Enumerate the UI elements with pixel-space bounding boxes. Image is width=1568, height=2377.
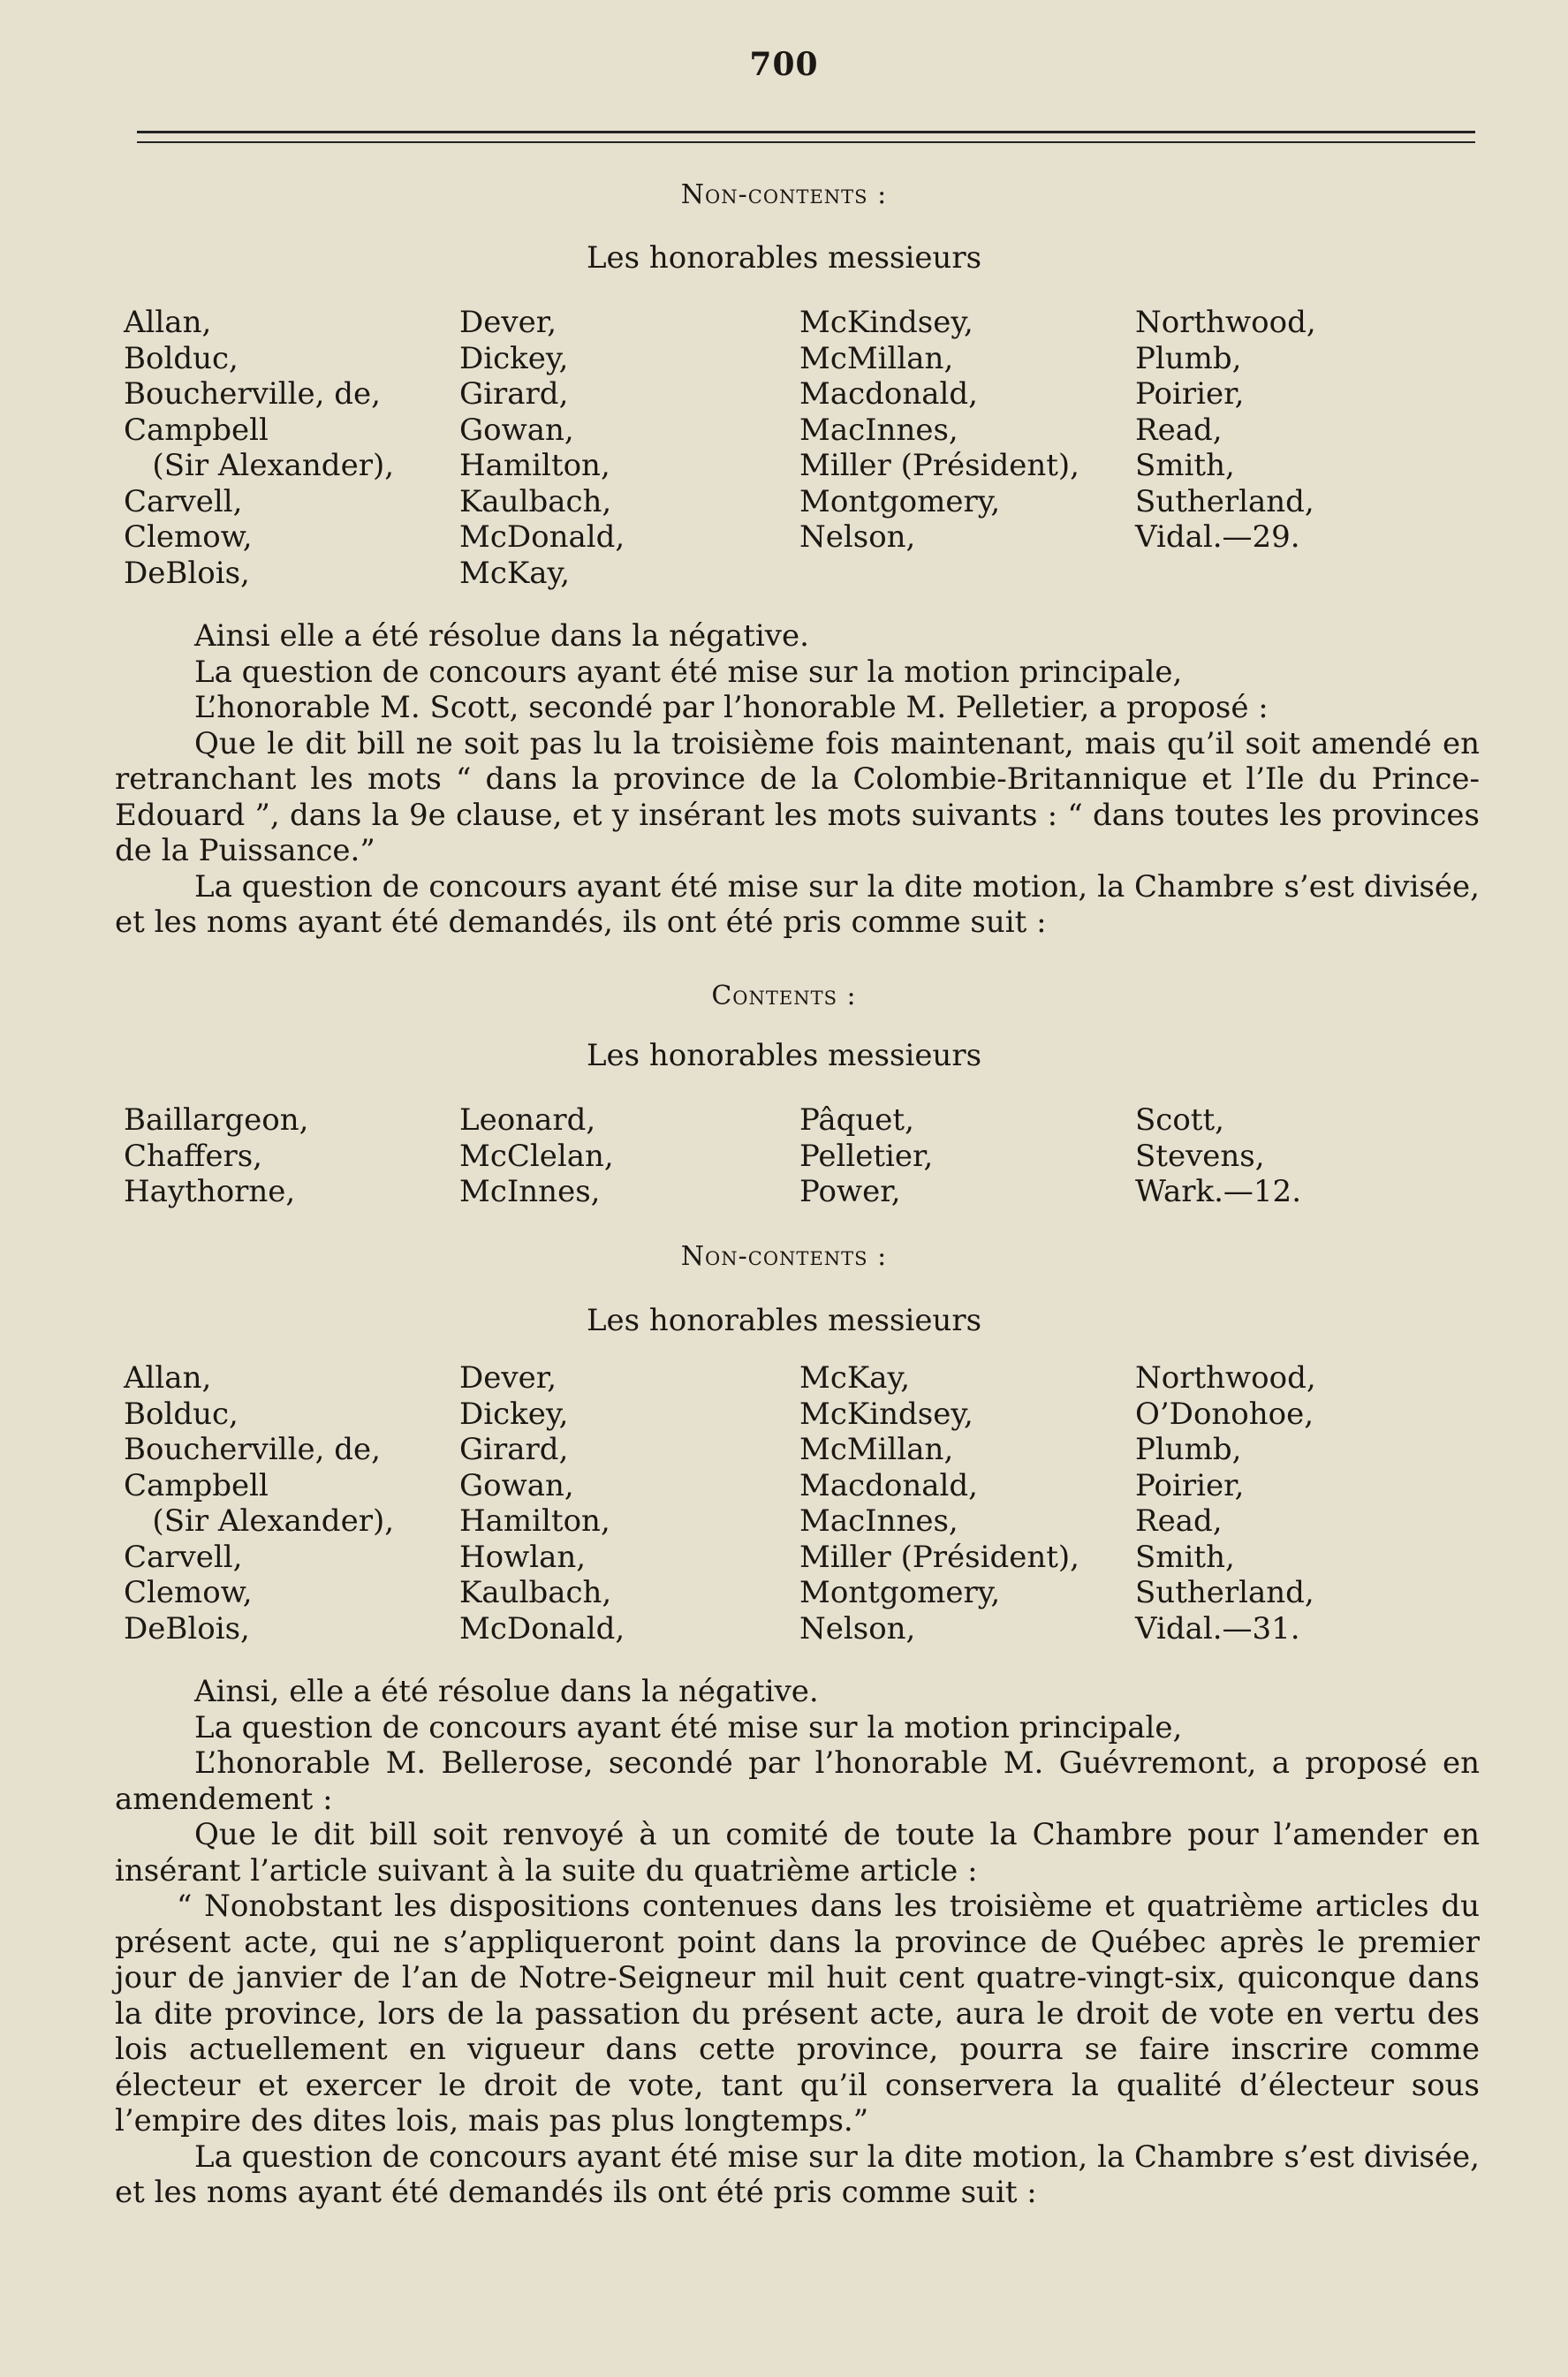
paragraph: La question de concours ayant été mise sur la dite motion, la Chambre s’est divisée, et les noms ayant été demandés, ils ont été pris comme suit : [115,868,1480,940]
section-subheading-1: Les honorables messieurs [586,240,982,276]
names-column: Allan, Bolduc, Boucherville, de, Campbell (Sir Alexander), Carvell, Clemow, DeBlois, [124,305,395,591]
names-list-non-contents-2 [124,1360,1484,1646]
paragraph-block-2 [115,1674,1480,2211]
paragraph: La question de concours ayant été mise sur la motion principale, [194,654,1183,690]
section-heading-contents: Contents : [711,980,857,1011]
header-rule-thin [137,141,1475,143]
paragraph-quote: “ Nonobstant les dispositions contenues dans les troisième et quatrième articles du présent acte, qui ne s’appliqueront point dans la province de Québec après le premier jour de janvier de l’an de Notre-Seigneur mil huit cent quatre-vingt-six, quiconque dans la dite province, lors de la passation du présent acte, aura le droit de vote en vertu des lois actuellement en vigueur dans cette province, pourra se faire inscrire comme électeur et exercer le droit de vote, tant qu’il conservera la qualité d’électeur sous l’empire des dites lois, mais pas plus longtemps.” [115,1889,1480,2139]
section-heading-non-contents-2: Non-contents : [680,1241,888,1272]
names-column: Scott, Stevens, Wark.—12. [1135,1102,1301,1209]
names-list-contents [124,1102,1484,1210]
paragraph: Que le dit bill soit renvoyé à un comité de toute la Chambre pour l’amender en insérant l’article suivant à la suite du quatrième article : [115,1817,1480,1889]
names-column: Dever, Dickey, Girard, Gowan, Hamilton, Howlan, Kaulbach, McDonald, [459,1360,625,1646]
header-rule-thick [137,131,1475,133]
paragraph: Ainsi elle a été résolue dans la négative. [194,618,809,654]
page-number: 700 [749,46,819,83]
names-column: Northwood, O’Donohoe, Plumb, Poirier, Read, Smith, Sutherland, Vidal.—31. [1135,1360,1316,1646]
section-subheading-2: Les honorables messieurs [586,1038,982,1073]
names-column: Baillargeon, Chaffers, Haythorne, [124,1102,309,1209]
section-heading-non-contents-1: Non-contents : [680,179,888,210]
paragraph: La question de concours ayant été mise sur la motion principale, [194,1709,1183,1745]
paragraph: L’honorable M. Bellerose, secondé par l’honorable M. Guévremont, a proposé en amendement : [115,1745,1480,1817]
names-list-non-contents-1 [124,305,1484,591]
names-column: Pâquet, Pelletier, Power, [799,1102,934,1209]
paragraph: Que le dit bill ne soit pas lu la troisième fois maintenant, mais qu’il soit amendé en retranchant les mots “ dans la province de la Colombie-Britannique et l’Ile du Prince-Edouard ”, dans la 9e clause, et y insérant les mots suivants : “ dans toutes les provinces de la Puissance.” [115,725,1480,868]
names-column: McKindsey, McMillan, Macdonald, MacInnes, Miller (Président), Montgomery, Nelson, [799,305,1079,555]
names-column: McKay, McKindsey, McMillan, Macdonald, MacInnes, Miller (Président), Montgomery, Nelson, [799,1360,1079,1646]
names-column: Leonard, McClelan, McInnes, [459,1102,614,1209]
names-column: Allan, Bolduc, Boucherville, de, Campbell (Sir Alexander), Carvell, Clemow, DeBlois, [124,1360,395,1646]
paragraph-block-1 [115,618,1480,941]
paragraph: L’honorable M. Scott, secondé par l’honorable M. Pelletier, a proposé : [194,690,1269,725]
paragraph: La question de concours ayant été mise sur la dite motion, la Chambre s’est divisée, et les noms ayant été demandés ils ont été pris comme suit : [115,2139,1480,2210]
paragraph: Ainsi, elle a été résolue dans la négative. [194,1674,819,1709]
names-column: Northwood, Plumb, Poirier, Read, Smith, Sutherland, Vidal.—29. [1135,305,1316,555]
section-subheading-3: Les honorables messieurs [586,1303,982,1338]
names-column: Dever, Dickey, Girard, Gowan, Hamilton, Kaulbach, McDonald, McKay, [459,305,625,591]
